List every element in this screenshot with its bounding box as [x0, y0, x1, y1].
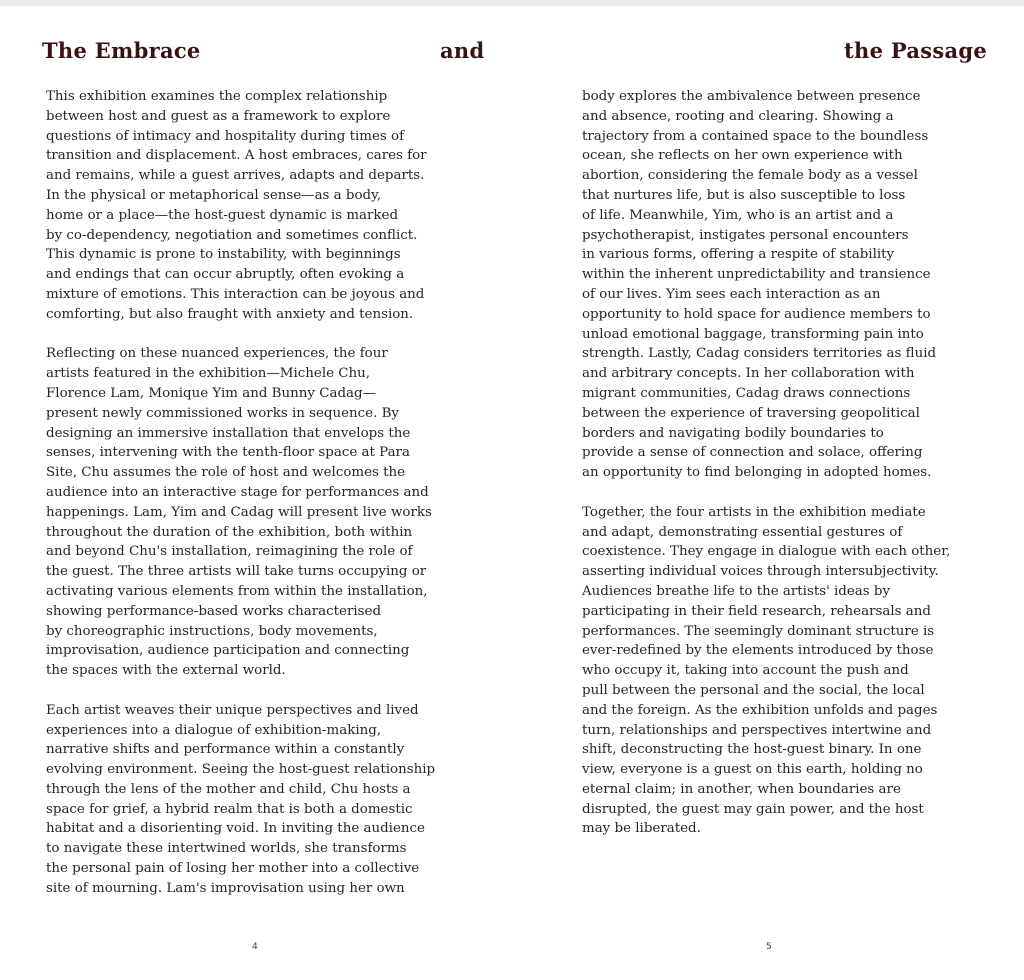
text-line: of life. Meanwhile, Yim, who is an artist and a [582, 207, 894, 223]
text-line: provide a sense of connection and solace, offering [582, 445, 923, 461]
text-line: This exhibition examines the complex relationship [46, 89, 388, 104]
top-edge-rule [0, 0, 1024, 6]
text-line: improvisation, audience participation and connecting [46, 643, 410, 659]
text-line: and absence, rooting and clearing. Showing a [582, 108, 894, 124]
text-line: mixture of emotions. This interaction can be joyous and [46, 286, 425, 302]
text-line: and the foreign. As the exhibition unfolds and pages [582, 702, 938, 718]
text-line: between the experience of traversing geopolitical [582, 405, 920, 421]
page-number-right: 5 [766, 942, 772, 952]
text-line: habitat and a disorienting void. In inviting the audience [46, 821, 425, 837]
text-line: Audiences breathe life to the artists' ideas by [582, 583, 891, 599]
text-line: trajectory from a contained space to the boundless [582, 128, 929, 144]
text-line: Reflecting on these nuanced experiences, the four [46, 346, 388, 362]
text-line: and beyond Chu's installation, reimagining the role of [46, 544, 413, 560]
text-line: ever-redefined by the elements introduced by those [582, 643, 934, 659]
text-line: Each artist weaves their unique perspectives and lived [46, 702, 419, 718]
text-line: between host and guest as a framework to explore [46, 108, 391, 124]
text-line: throughout the duration of the exhibition, both within [46, 524, 413, 540]
text-line: within the inherent unpredictability and transience [582, 267, 931, 283]
text-line: pull between the personal and the social, the local [582, 682, 925, 698]
text-line: site of mourning. Lam's improvisation using her own [46, 880, 405, 896]
text-line: of our lives. Yim sees each interaction as an [582, 286, 881, 302]
text-line: and arbitrary concepts. In her collaboration with [582, 366, 915, 382]
page-number-left: 4 [252, 942, 258, 952]
text-line: Florence Lam, Monique Yim and Bunny Cadag— [46, 385, 376, 401]
text-line: abortion, considering the female body as a vessel [582, 168, 918, 184]
text-line: activating various elements from within the installation, [46, 583, 428, 599]
text-line: audience into an interactive stage for performances and [46, 484, 429, 500]
text-line: body explores the ambivalence between presence [582, 89, 921, 104]
text-line: that nurtures life, but is also susceptible to loss [582, 187, 906, 203]
text-line: psychotherapist, instigates personal encounters [582, 227, 909, 243]
text-line: questions of intimacy and hospitality during times of [46, 128, 405, 144]
text-line: the guest. The three artists will take turns occupying or [46, 564, 427, 580]
title-part-the-embrace: The Embrace [42, 38, 201, 63]
text-line: Together, the four artists in the exhibition mediate [582, 504, 926, 520]
paragraph [582, 503, 982, 840]
text-line: migrant communities, Cadag draws connections [582, 385, 911, 401]
text-line: the personal pain of losing her mother into a collective [46, 861, 420, 877]
text-line: borders and navigating bodily boundaries to [582, 425, 884, 441]
title-part-the-passage: the Passage [844, 38, 988, 63]
text-line: disrupted, the guest may gain power, and the host [582, 801, 924, 817]
text-line: strength. Lastly, Cadag considers territories as fluid [582, 346, 937, 362]
text-line: home or a place—the host-guest dynamic is marked [46, 207, 399, 223]
text-line: participating in their field research, rehearsals and [582, 603, 931, 619]
text-line: space for grief, a hybrid realm that is both a domestic [46, 801, 413, 817]
text-line: through the lens of the mother and child, Chu hosts a [46, 781, 411, 797]
text-line: turn, relationships and perspectives intertwine and [582, 722, 932, 738]
text-line: comforting, but also fraught with anxiety and tension. [46, 306, 414, 322]
text-line: happenings. Lam, Yim and Cadag will present live works [46, 504, 432, 520]
text-line: unload emotional baggage, transforming pain into [582, 326, 924, 342]
text-line: ocean, she reflects on her own experience with [582, 148, 903, 164]
left-page-text [46, 87, 466, 918]
text-line: in various forms, offering a respite of stability [582, 247, 895, 263]
text-line: experiences into a dialogue of exhibition-making, [46, 722, 382, 738]
title-part-and: and [440, 38, 485, 63]
text-line: This dynamic is prone to instability, with beginnings [46, 247, 401, 263]
text-line: designing an immersive installation that envelops the [46, 425, 411, 441]
text-line: Site, Chu assumes the role of host and welcomes the [46, 465, 406, 481]
paragraph [582, 87, 982, 483]
text-line: artists featured in the exhibition—Michele Chu, [46, 366, 371, 382]
text-line: evolving environment. Seeing the host-guest relationship [46, 762, 436, 778]
text-line: asserting individual voices through intersubjectivity. [582, 564, 939, 580]
text-line: view, everyone is a guest on this earth, holding no [582, 762, 923, 778]
text-line: to navigate these intertwined worlds, she transforms [46, 841, 407, 857]
text-line: shift, deconstructing the host-guest binary. In one [582, 742, 922, 758]
text-line: coexistence. They engage in dialogue with each other, [582, 544, 951, 560]
text-line: and adapt, demonstrating essential gestures of [582, 524, 903, 540]
text-line: transition and displacement. A host embraces, cares for [46, 148, 427, 164]
text-line: showing performance-based works characterised [46, 603, 382, 619]
text-line: the spaces with the external world. [46, 663, 286, 679]
text-line: In the physical or metaphorical sense—as a body, [46, 187, 382, 203]
text-line: who occupy it, taking into account the push and [582, 663, 909, 679]
text-line: an opportunity to find belonging in adopted homes. [582, 465, 932, 481]
text-line: opportunity to hold space for audience members to [582, 306, 931, 322]
text-line: present newly commissioned works in sequence. By [46, 405, 399, 421]
text-line: and remains, while a guest arrives, adapts and departs. [46, 168, 425, 184]
right-page-text [582, 87, 982, 859]
text-line: performances. The seemingly dominant structure is [582, 623, 935, 639]
text-line: eternal claim; in another, when boundaries are [582, 781, 901, 797]
text-line: and endings that can occur abruptly, often evoking a [46, 267, 405, 283]
text-line: by choreographic instructions, body movements, [46, 623, 378, 639]
text-line: by co-dependency, negotiation and sometimes conflict. [46, 227, 418, 243]
paragraph [46, 701, 466, 899]
paragraph [46, 87, 466, 325]
text-line: may be liberated. [582, 821, 701, 837]
text-line: senses, intervening with the tenth-floor space at Para [46, 445, 410, 461]
paragraph [46, 344, 466, 681]
text-line: narrative shifts and performance within a constantly [46, 742, 405, 758]
